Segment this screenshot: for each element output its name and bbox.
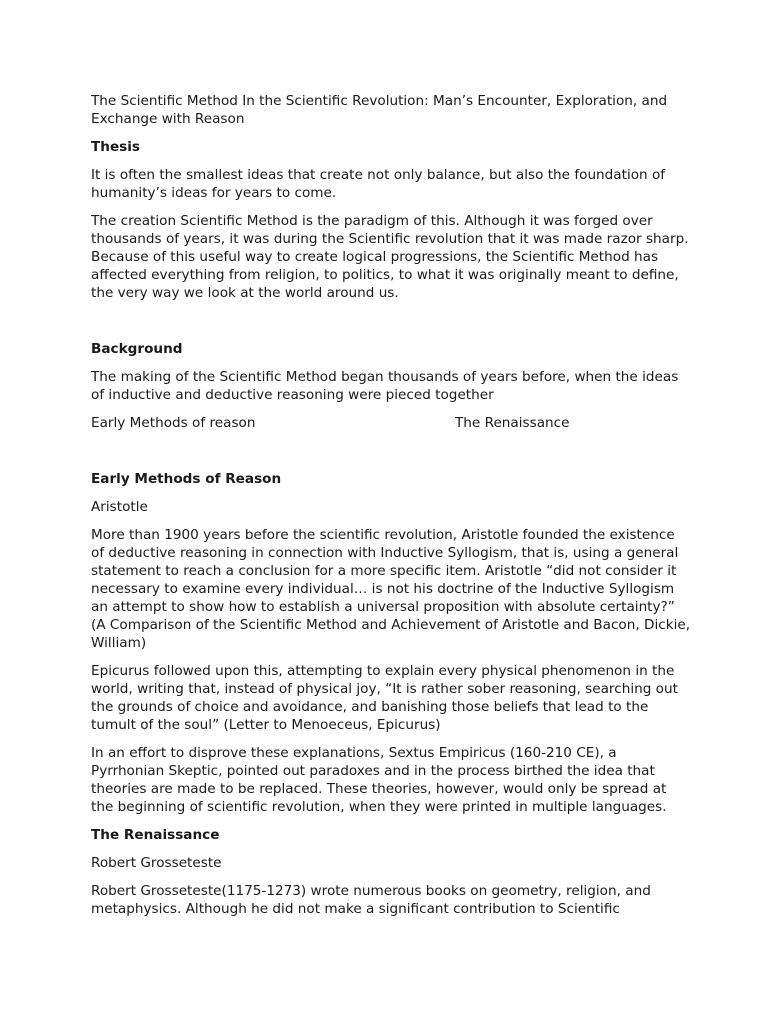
renaissance-heading: The Renaissance	[91, 827, 220, 843]
background-paragraph: The making of the Scientific Method began thousands of years before, when the ideas of inductive and deductive reasoning were pieced together	[91, 369, 679, 403]
document-title: The Scientific Method In the Scientific Revolution: Man’s Encounter, Exploration, and Exchange with Reason	[91, 93, 668, 127]
early-methods-paragraph: In an effort to disprove these explanations, Sextus Empiricus (160-210 CE), a Pyrrhonian Skeptic, pointed out paradoxes and in the process birthed the idea that theories are made to be replaced. These theories, however, would only be spread at the beginning of scientific revolution, when they were printed in multiple languages.	[91, 745, 667, 815]
thesis-paragraph: It is often the smallest ideas that create not only balance, but also the foundation of humanity’s ideas for years to come.	[91, 167, 666, 201]
renaissance-subheading: Robert Grosseteste	[91, 855, 222, 871]
early-methods-paragraph: More than 1900 years before the scientific revolution, Aristotle founded the existence of deductive reasoning in connection with Inductive Syllogism, that is, using a general statement to reach a conclusion for a more specific item. Aristotle “did not consider it necessary to examine every individual… is not his doctrine of the Inductive Syllogism an attempt to show how to establish a universal proposition with absolute certainty?” (A Comparison of the Scientific Method and Achievement of Aristotle and Bacon, Dickie, William)	[91, 527, 691, 651]
thesis-heading: Thesis	[91, 139, 141, 155]
renaissance-paragraph: Robert Grosseteste(1175-1273) wrote numerous books on geometry, religion, and metaphysics. Although he did not make a significant contribution to Scientific	[91, 883, 651, 917]
early-methods-paragraph: Epicurus followed upon this, attempting to explain every physical phenomenon in the world, writing that, instead of physical joy, “It is rather sober reasoning, searching out the grounds of choice and avoidance, and banishing those beliefs that lead to the tumult of the soul” (Letter to Menoeceus, Epicurus)	[91, 663, 678, 733]
background-heading: Background	[91, 341, 183, 357]
background-column-right: The Renaissance	[455, 415, 570, 431]
background-column-left: Early Methods of reason	[91, 415, 256, 431]
early-methods-heading: Early Methods of Reason	[91, 471, 282, 487]
early-methods-subheading: Aristotle	[91, 499, 148, 515]
thesis-paragraph: The creation Scientific Method is the paradigm of this. Although it was forged over thousands of years, it was during the Scientific revolution that it was made razor sharp. Because of this useful way to create logical progressions, the Scientific Method has affected everything from religion, to politics, to what it was originally meant to define, the very way we look at the world around us.	[91, 213, 689, 301]
